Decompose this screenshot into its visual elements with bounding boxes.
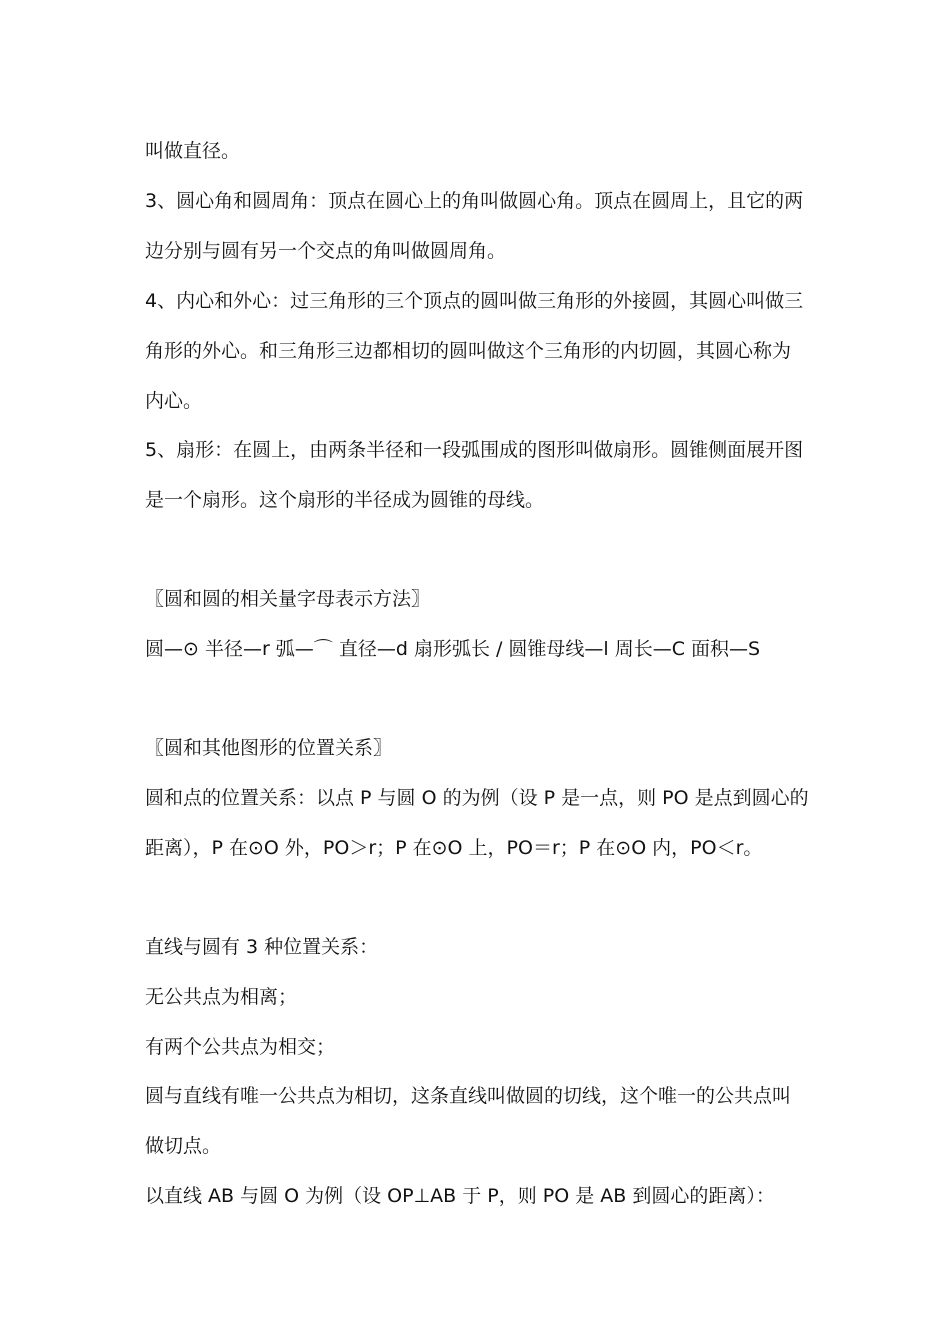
text-line: 圆—⊙ 半径—r 弧—⌒ 直径—d 扇形弧长 / 圆锥母线—l 周长—C 面积—S (145, 638, 761, 660)
text-line: 做切点。 (145, 1135, 222, 1157)
text-line: 4、内心和外心：过三角形的三个顶点的圆叫做三角形的外接圆，其圆心叫做三 (145, 290, 804, 312)
text-line: 5、扇形：在圆上，由两条半径和一段弧围成的图形叫做扇形。圆锥侧面展开图 (145, 439, 804, 461)
text-line: 直线与圆有 3 种位置关系： (145, 936, 379, 958)
text-line: 圆和点的位置关系：以点 P 与圆 O 的为例（设 P 是一点，则 PO 是点到圆心的 (145, 787, 809, 809)
text-line: 角形的外心。和三角形三边都相切的圆叫做这个三角形的内切圆，其圆心称为 (145, 340, 792, 362)
text-line: 圆与直线有唯一公共点为相切，这条直线叫做圆的切线，这个唯一的公共点叫 (145, 1085, 792, 1107)
text-line: 边分别与圆有另一个交点的角叫做圆周角。 (145, 240, 507, 262)
text-line: 内心。 (145, 390, 203, 412)
text-line: 叫做直径。 (145, 140, 241, 162)
section-heading: 〖圆和圆的相关量字母表示方法〗 (145, 588, 431, 610)
text-line: 是一个扇形。这个扇形的半径成为圆锥的母线。 (145, 489, 545, 511)
text-line: 有两个公共点为相交； (145, 1036, 336, 1058)
text-line: 3、圆心角和圆周角：顶点在圆心上的角叫做圆心角。顶点在圆周上，且它的两 (145, 190, 804, 212)
section-heading: 〖圆和其他图形的位置关系〗 (145, 737, 393, 759)
text-line: 以直线 AB 与圆 O 为例（设 OP⊥AB 于 P，则 PO 是 AB 到圆心的距离）： (145, 1185, 775, 1207)
text-line: 距离），P 在⊙O 外，PO＞r；P 在⊙O 上，PO＝r；P 在⊙O 内，PO＜r。 (145, 837, 763, 859)
text-line: 无公共点为相离； (145, 986, 298, 1008)
